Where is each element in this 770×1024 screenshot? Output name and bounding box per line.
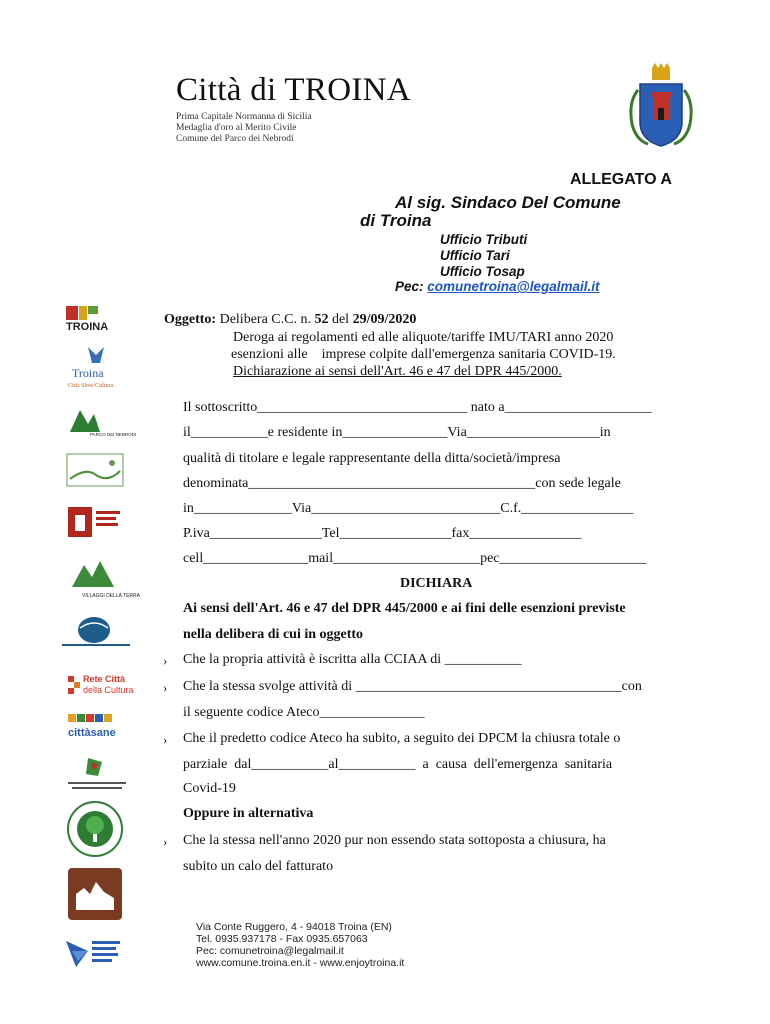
- footer-address: Via Conte Ruggero, 4 - 94018 Troina (EN): [196, 921, 392, 933]
- footer-pec: Pec: comunetroina@legalmail.it: [196, 945, 344, 957]
- form-line-qualita: qualità di titolare e legale rappresentante della ditta/società/impresa: [183, 451, 561, 466]
- office-tributi: Ufficio Tributi: [440, 232, 528, 247]
- logo-globe-icon: [58, 614, 136, 650]
- logo-parco-nebrodi: [66, 404, 137, 440]
- logo-borghi-icon: [68, 507, 124, 537]
- logo9-text: cittàsane: [68, 727, 116, 739]
- delibera-number: 52: [314, 312, 329, 327]
- pec-line: [395, 279, 600, 294]
- logo-citta-sane: [66, 712, 124, 742]
- logo8-text1: Rete Città: [83, 674, 126, 684]
- oggetto-label: Oggetto:: [164, 312, 217, 327]
- subtitle-1: Prima Capitale Normanna di Sicilia: [176, 112, 312, 122]
- allegato-label: ALLEGATO A: [570, 171, 672, 188]
- statement-chiusura-3: Covid-19: [183, 781, 236, 796]
- form-line-denominata: denominata_________________________________________con sede legale: [183, 476, 621, 491]
- page-title: Città di TROINA: [176, 72, 411, 108]
- oggetto-line-1: [164, 312, 416, 328]
- form-line-contatti: cell_______________mail_____________________pec_____________________: [183, 551, 647, 566]
- logo-villaggi-terra: [66, 557, 140, 603]
- logo1-text: TROINA: [66, 321, 109, 333]
- office-tosap: Ufficio Tosap: [440, 264, 525, 279]
- form-line-indirizzo: in______________Via___________________________C.f.________________: [183, 501, 634, 516]
- logo-monument-icon: [68, 868, 122, 920]
- subtitle-2: Medaglia d'oro al Merito Civile: [176, 123, 297, 133]
- coat-of-arms-icon: [624, 62, 698, 152]
- dichiara-heading: DICHIARA: [400, 576, 473, 591]
- bullet-icon: ›: [163, 653, 168, 668]
- pec-email-link[interactable]: comunetroina@legalmail.it: [427, 279, 600, 294]
- subtitle-3: Comune del Parco dei Nebrodi: [176, 134, 294, 144]
- statement-chiusura-2: parziale dal___________al___________ a causa dell'emergenza sanitaria: [183, 757, 613, 772]
- logo8-text2: della Cultura: [83, 685, 134, 695]
- oggetto-line-3: esenzioni alle imprese colpite dall'emergenza sanitaria COVID-19.: [231, 347, 616, 362]
- logo-tree-seal-icon: [66, 800, 124, 858]
- statement-attivita: Che la stessa svolge attività di ______________________________________con: [183, 679, 642, 694]
- bullet-icon: ›: [163, 732, 168, 747]
- logo-troina-citta: [66, 345, 124, 390]
- form-line-residente: il___________e residente in_______________Via___________________in: [183, 425, 611, 440]
- footer-phone: Tel. 0935.937178 - Fax 0935.657063: [196, 933, 368, 945]
- delibera-date: 29/09/2020: [352, 312, 417, 327]
- logo-landscape-icon: [66, 453, 124, 487]
- statement-fatturato-1: Che la stessa nell'anno 2020 pur non essendo stata sottoposta a chiusura, ha: [183, 833, 606, 848]
- delibera-del: del: [331, 312, 350, 327]
- delibera-prefix: Delibera C.C. n.: [219, 312, 311, 327]
- oppure-heading: Oppure in alternativa: [183, 806, 314, 821]
- addressee-line-1: Al sig. Sindaco Del Comune: [395, 193, 621, 212]
- logo-bandiera-blu-icon: [64, 935, 126, 969]
- pec-label: Pec:: [395, 279, 424, 294]
- logo2-sub: Città Slow/Cultura: [68, 383, 114, 389]
- form-line-sottoscritto: Il sottoscritto______________________________ nato a_____________________: [183, 400, 652, 415]
- logo3-text: PARCO DEI NEBRODI: [90, 432, 137, 437]
- footer-web: www.comune.troina.en.it - www.enjoytroina.it: [196, 957, 405, 969]
- logo-troina-eventi: [66, 302, 124, 332]
- statement-chiusura-1: Che il predetto codice Ateco ha subito, a seguito dei DPCM la chiusra totale o: [183, 731, 621, 746]
- oggetto-line-2: Deroga ai regolamenti ed alle aliquote/tariffe IMU/TARI anno 2020: [233, 330, 614, 345]
- statement-fatturato-2: subito un calo del fatturato: [183, 859, 334, 874]
- form-line-piva: P.iva________________Tel________________fax________________: [183, 526, 582, 541]
- bullet-icon: ›: [163, 834, 168, 849]
- logo6-text: VILLAGGI DELLA TERRA: [82, 593, 140, 599]
- office-tari: Ufficio Tari: [440, 248, 510, 263]
- ai-sensi-line-2: nella delibera di cui in oggetto: [183, 627, 364, 642]
- statement-ateco: il seguente codice Ateco_______________: [183, 705, 425, 720]
- logo-associazione-icon: [68, 752, 126, 794]
- bullet-icon: ›: [163, 680, 168, 695]
- addressee-line-2: di Troina: [360, 211, 432, 230]
- statement-cciaa: Che la propria attività è iscritta alla CCIAA di ___________: [183, 652, 522, 667]
- logo-rete-citta-cultura: [66, 670, 134, 698]
- oggetto-line-4: Dichiarazione ai sensi dell'Art. 46 e 47 del DPR 445/2000.: [233, 364, 562, 379]
- ai-sensi-line-1: Ai sensi dell'Art. 46 e 47 del DPR 445/2000 e ai fini delle esenzioni previste: [183, 601, 626, 616]
- logo2-text: Troina: [72, 366, 104, 380]
